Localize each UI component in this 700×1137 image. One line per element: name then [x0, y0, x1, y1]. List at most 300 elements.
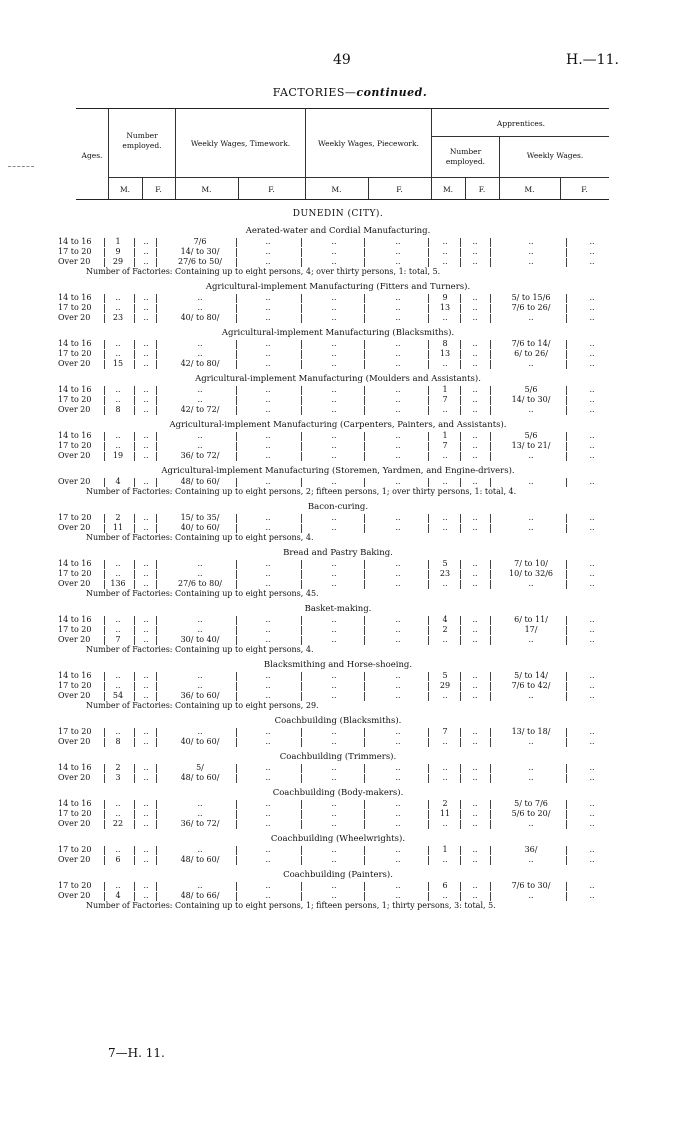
- cell-am: 5: [442, 671, 448, 680]
- section-title: Basket-making.: [304, 604, 372, 614]
- section: [58, 870, 618, 911]
- cell-f: ..: [143, 579, 149, 588]
- table-row: [58, 809, 618, 819]
- cell-af: ..: [472, 615, 478, 624]
- table-row: [58, 799, 618, 809]
- cell-wf: ..: [589, 339, 595, 348]
- column-rule: [460, 340, 461, 349]
- cell-age: 14 to 16: [58, 763, 92, 772]
- column-rule: [428, 626, 429, 635]
- column-rule: [490, 580, 491, 589]
- table-row: [58, 395, 618, 405]
- cell-tm: 27/6 to 80/: [178, 579, 222, 588]
- cell-f: ..: [143, 477, 149, 486]
- column-rule: [460, 442, 461, 451]
- cell-age: Over 20: [58, 359, 91, 368]
- cell-wm: 36/: [524, 845, 538, 854]
- column-rule: [428, 360, 429, 369]
- cell-wf: ..: [589, 303, 595, 312]
- column-rule: [301, 580, 302, 589]
- cell-af: ..: [472, 799, 478, 808]
- cell-pf: ..: [395, 809, 401, 818]
- cell-af: ..: [472, 727, 478, 736]
- column-rule: [104, 314, 105, 323]
- cell-pf: ..: [395, 615, 401, 624]
- column-rule: [364, 728, 365, 737]
- column-rule: [364, 386, 365, 395]
- table-row: [58, 763, 618, 773]
- column-rule: [156, 882, 157, 891]
- column-rule: [428, 314, 429, 323]
- column-rule: [566, 682, 567, 691]
- section-title: Agricultural-implement Manufacturing (Carpenters, Painters, and Assistants).: [169, 420, 507, 430]
- cell-age: Over 20: [58, 773, 91, 782]
- cell-f: ..: [143, 293, 149, 302]
- column-rule: [364, 514, 365, 523]
- column-rule: [156, 524, 157, 533]
- cell-pm: ..: [331, 523, 337, 532]
- cell-m: 29: [112, 257, 124, 266]
- column-rule: [301, 892, 302, 901]
- cell-age: Over 20: [58, 635, 91, 644]
- cell-am: ..: [442, 257, 448, 266]
- cell-f: ..: [143, 737, 149, 746]
- cell-wm: 7/6 to 26/: [511, 303, 551, 312]
- column-rule: [301, 820, 302, 829]
- column-rule: [428, 340, 429, 349]
- column-rule: [364, 304, 365, 313]
- cell-am: ..: [442, 579, 448, 588]
- cell-wm: ..: [528, 691, 534, 700]
- column-rule: [301, 856, 302, 865]
- column-rule: [104, 386, 105, 395]
- column-rule: [301, 810, 302, 819]
- column-rule: [156, 846, 157, 855]
- cell-tm: 36/ to 60/: [180, 691, 220, 700]
- cell-wm: 14/ to 30/: [511, 395, 551, 404]
- cell-m: ..: [115, 441, 121, 450]
- column-rule: [490, 728, 491, 737]
- column-rule: [156, 728, 157, 737]
- column-rule: [104, 580, 105, 589]
- cell-tf: ..: [265, 559, 271, 568]
- column-rule: [566, 820, 567, 829]
- cell-am: ..: [442, 313, 448, 322]
- cell-wm: ..: [528, 237, 534, 246]
- column-rule: [566, 580, 567, 589]
- column-rule: [301, 340, 302, 349]
- column-rule: [156, 406, 157, 415]
- column-rule: [156, 248, 157, 257]
- cell-pf: ..: [395, 313, 401, 322]
- table-row: [58, 891, 618, 901]
- column-rule: [460, 314, 461, 323]
- cell-pf: ..: [395, 799, 401, 808]
- factories-note: Number of Factories: Containing up to eight persons, 1; fifteen persons, 1; thirty persons, 3: total, 5.: [86, 901, 496, 910]
- cell-pm: ..: [331, 247, 337, 256]
- cell-pf: ..: [395, 737, 401, 746]
- cell-tf: ..: [265, 303, 271, 312]
- column-rule: [490, 304, 491, 313]
- column-rule: [490, 682, 491, 691]
- column-rule: [156, 360, 157, 369]
- section-title: Aerated-water and Cordial Manufacturing.: [245, 226, 431, 236]
- cell-af: ..: [472, 441, 478, 450]
- cell-wm: 5/6: [524, 431, 538, 440]
- column-rule: [428, 304, 429, 313]
- cell-tf: ..: [265, 737, 271, 746]
- column-rule: [104, 856, 105, 865]
- cell-age: Over 20: [58, 313, 91, 322]
- column-rule: [566, 432, 567, 441]
- cell-af: ..: [472, 395, 478, 404]
- column-rule: [460, 672, 461, 681]
- column-rule: [428, 616, 429, 625]
- cell-f: ..: [143, 799, 149, 808]
- cell-tf: ..: [265, 579, 271, 588]
- column-rule: [156, 636, 157, 645]
- column-rule: [134, 396, 135, 405]
- cell-wf: ..: [589, 881, 595, 890]
- cell-am: ..: [442, 523, 448, 532]
- cell-age: 14 to 16: [58, 615, 92, 624]
- section: [58, 328, 618, 369]
- cell-f: ..: [143, 431, 149, 440]
- cell-m: ..: [115, 881, 121, 890]
- cell-tf: ..: [265, 819, 271, 828]
- column-rule: [460, 682, 461, 691]
- cell-tf: ..: [265, 809, 271, 818]
- column-rule: [364, 810, 365, 819]
- column-rule: [428, 692, 429, 701]
- cell-af: ..: [472, 237, 478, 246]
- cell-tm: 15/ to 35/: [180, 513, 220, 522]
- cell-age: Over 20: [58, 257, 91, 266]
- cell-pm: ..: [331, 303, 337, 312]
- cell-age: Over 20: [58, 855, 91, 864]
- cell-wf: ..: [589, 395, 595, 404]
- cell-tm: 40/ to 80/: [180, 313, 220, 322]
- cell-pf: ..: [395, 395, 401, 404]
- column-rule: [364, 560, 365, 569]
- cell-tf: ..: [265, 405, 271, 414]
- cell-pm: ..: [331, 569, 337, 578]
- table-row: [58, 569, 618, 579]
- column-rule: [428, 248, 429, 257]
- footer-signature: 7—H. 11.: [108, 1046, 165, 1060]
- column-rule: [364, 238, 365, 247]
- column-rule: [134, 800, 135, 809]
- column-rule: [428, 442, 429, 451]
- column-rule: [364, 452, 365, 461]
- column-rule: [134, 672, 135, 681]
- cell-pm: ..: [331, 737, 337, 746]
- column-rule: [104, 738, 105, 747]
- column-rule: [134, 570, 135, 579]
- column-rule: [301, 442, 302, 451]
- column-rule: [364, 738, 365, 747]
- cell-am: 9: [442, 293, 448, 302]
- cell-wf: ..: [589, 799, 595, 808]
- cell-wm: ..: [528, 451, 534, 460]
- column-rule: [490, 626, 491, 635]
- cell-tm: ..: [197, 671, 203, 680]
- cell-tm: 42/ to 80/: [180, 359, 220, 368]
- cell-age: 17 to 20: [58, 727, 92, 736]
- cell-am: 13: [439, 303, 451, 312]
- cell-pm: ..: [331, 691, 337, 700]
- cell-age: Over 20: [58, 579, 91, 588]
- column-rule: [301, 350, 302, 359]
- table-row: [58, 293, 618, 303]
- cell-wm: ..: [528, 819, 534, 828]
- cell-wm: ..: [528, 477, 534, 486]
- table-row: [58, 773, 618, 783]
- cell-af: ..: [472, 303, 478, 312]
- cell-pm: ..: [331, 559, 337, 568]
- page-title: [0, 86, 700, 99]
- cell-pf: ..: [395, 635, 401, 644]
- cell-wm: ..: [528, 763, 534, 772]
- cell-af: ..: [472, 477, 478, 486]
- table-row: [58, 257, 618, 267]
- column-rule: [428, 580, 429, 589]
- column-rule: [104, 692, 105, 701]
- table-row: [58, 681, 618, 691]
- cell-pf: ..: [395, 441, 401, 450]
- cell-pf: ..: [395, 451, 401, 460]
- cell-wf: ..: [589, 855, 595, 864]
- column-rule: [104, 636, 105, 645]
- cell-age: 14 to 16: [58, 671, 92, 680]
- cell-af: ..: [472, 313, 478, 322]
- section-title: Agricultural-implement Manufacturing (Storemen, Yardmen, and Engine-drivers).: [161, 466, 515, 476]
- cell-m: ..: [115, 293, 121, 302]
- column-rule: [301, 396, 302, 405]
- header-f: F.: [155, 185, 162, 194]
- column-rule: [156, 560, 157, 569]
- column-rule: [134, 238, 135, 247]
- column-rule: [428, 396, 429, 405]
- cell-tf: ..: [265, 691, 271, 700]
- cell-m: 6: [115, 855, 121, 864]
- title-main: FACTORIES—: [272, 86, 357, 99]
- cell-m: 7: [115, 635, 121, 644]
- column-rule: [428, 672, 429, 681]
- table-row: [58, 523, 618, 533]
- column-rule: [134, 360, 135, 369]
- cell-wm: ..: [528, 773, 534, 782]
- table-row: [58, 691, 618, 701]
- column-rule: [364, 682, 365, 691]
- header-timework: Weekly Wages, Timework.: [190, 139, 291, 148]
- cell-am: ..: [442, 451, 448, 460]
- column-rule: [566, 258, 567, 267]
- cell-age: Over 20: [58, 819, 91, 828]
- cell-am: 1: [442, 385, 448, 394]
- column-rule: [104, 340, 105, 349]
- column-rule: [490, 616, 491, 625]
- column-rule: [104, 892, 105, 901]
- column-rule: [301, 738, 302, 747]
- cell-tm: ..: [197, 349, 203, 358]
- column-rule: [301, 774, 302, 783]
- cell-f: ..: [143, 451, 149, 460]
- cell-tf: ..: [265, 431, 271, 440]
- cell-pm: ..: [331, 431, 337, 440]
- cell-m: ..: [115, 671, 121, 680]
- column-rule: [490, 432, 491, 441]
- cell-wf: ..: [589, 763, 595, 772]
- section: [58, 420, 618, 461]
- column-rule: [490, 442, 491, 451]
- column-rule: [460, 386, 461, 395]
- section: [58, 548, 618, 599]
- cell-pf: ..: [395, 773, 401, 782]
- cell-tm: 30/ to 40/: [180, 635, 220, 644]
- cell-age: 17 to 20: [58, 303, 92, 312]
- column-rule: [134, 248, 135, 257]
- column-rule: [301, 514, 302, 523]
- cell-am: ..: [442, 763, 448, 772]
- cell-tm: ..: [197, 431, 203, 440]
- cell-pf: ..: [395, 727, 401, 736]
- section: [58, 604, 618, 655]
- cell-age: Over 20: [58, 523, 91, 532]
- cell-f: ..: [143, 405, 149, 414]
- column-rule: [134, 580, 135, 589]
- column-rule: [301, 672, 302, 681]
- column-rule: [301, 626, 302, 635]
- cell-wf: ..: [589, 819, 595, 828]
- column-rule: [428, 386, 429, 395]
- cell-pm: ..: [331, 579, 337, 588]
- column-rule: [301, 248, 302, 257]
- cell-am: ..: [442, 819, 448, 828]
- factories-note: Number of Factories: Containing up to eight persons, 29.: [86, 701, 319, 710]
- cell-pf: ..: [395, 293, 401, 302]
- cell-pf: ..: [395, 237, 401, 246]
- column-rule: [104, 810, 105, 819]
- cell-f: ..: [143, 523, 149, 532]
- cell-pm: ..: [331, 773, 337, 782]
- column-rule: [134, 616, 135, 625]
- cell-f: ..: [143, 681, 149, 690]
- cell-pm: ..: [331, 855, 337, 864]
- cell-wf: ..: [589, 809, 595, 818]
- cell-m: ..: [115, 809, 121, 818]
- column-rule: [460, 248, 461, 257]
- cell-pm: ..: [331, 237, 337, 246]
- cell-m: 4: [115, 891, 121, 900]
- cell-m: 4: [115, 477, 121, 486]
- cell-age: 17 to 20: [58, 625, 92, 634]
- column-rule: [460, 810, 461, 819]
- column-rule: [364, 672, 365, 681]
- section-title: Coachbuilding (Trimmers).: [279, 752, 397, 762]
- cell-pm: ..: [331, 359, 337, 368]
- column-rule: [104, 350, 105, 359]
- column-rule: [490, 764, 491, 773]
- cell-f: ..: [143, 313, 149, 322]
- column-rule: [104, 682, 105, 691]
- cell-pf: ..: [395, 691, 401, 700]
- cell-af: ..: [472, 809, 478, 818]
- cell-tf: ..: [265, 395, 271, 404]
- cell-age: 17 to 20: [58, 349, 92, 358]
- cell-f: ..: [143, 671, 149, 680]
- column-rule: [566, 514, 567, 523]
- cell-age: 17 to 20: [58, 247, 92, 256]
- column-rule: [364, 892, 365, 901]
- cell-af: ..: [472, 293, 478, 302]
- column-rule: [156, 682, 157, 691]
- cell-pm: ..: [331, 891, 337, 900]
- cell-am: 5: [442, 559, 448, 568]
- header-time-f: F.: [268, 185, 275, 194]
- column-rule: [364, 626, 365, 635]
- cell-wm: 7/6 to 42/: [511, 681, 551, 690]
- column-rule: [566, 386, 567, 395]
- cell-wm: ..: [528, 579, 534, 588]
- column-rule: [460, 882, 461, 891]
- cell-m: 3: [115, 773, 121, 782]
- cell-tf: ..: [265, 763, 271, 772]
- column-rule: [566, 570, 567, 579]
- column-rule: [134, 636, 135, 645]
- cell-tf: ..: [265, 477, 271, 486]
- table-row: [58, 845, 618, 855]
- column-rule: [428, 514, 429, 523]
- column-rule: [460, 856, 461, 865]
- column-rule: [301, 432, 302, 441]
- cell-m: ..: [115, 559, 121, 568]
- column-rule: [134, 258, 135, 267]
- header-appr-number: Number employed.: [445, 147, 486, 166]
- cell-f: ..: [143, 385, 149, 394]
- column-rule: [134, 304, 135, 313]
- column-rule: [104, 442, 105, 451]
- column-rule: [134, 774, 135, 783]
- column-rule: [490, 560, 491, 569]
- column-rule: [134, 406, 135, 415]
- section: [58, 716, 618, 747]
- column-rule: [134, 846, 135, 855]
- cell-wm: ..: [528, 635, 534, 644]
- column-rule: [156, 442, 157, 451]
- column-rule: [566, 800, 567, 809]
- cell-tm: 40/ to 60/: [180, 523, 220, 532]
- section: [58, 660, 618, 711]
- column-rule: [566, 692, 567, 701]
- cell-age: 14 to 16: [58, 237, 92, 246]
- cell-tm: 36/ to 72/: [180, 451, 220, 460]
- column-rule: [104, 800, 105, 809]
- cell-wf: ..: [589, 385, 595, 394]
- cell-wm: ..: [528, 855, 534, 864]
- cell-af: ..: [472, 431, 478, 440]
- cell-pf: ..: [395, 763, 401, 772]
- cell-wf: ..: [589, 579, 595, 588]
- column-rule: [134, 692, 135, 701]
- column-rule: [364, 396, 365, 405]
- cell-tm: ..: [197, 559, 203, 568]
- cell-pm: ..: [331, 513, 337, 522]
- section: [58, 502, 618, 543]
- table-row: [58, 819, 618, 829]
- cell-pm: ..: [331, 385, 337, 394]
- column-rule: [428, 774, 429, 783]
